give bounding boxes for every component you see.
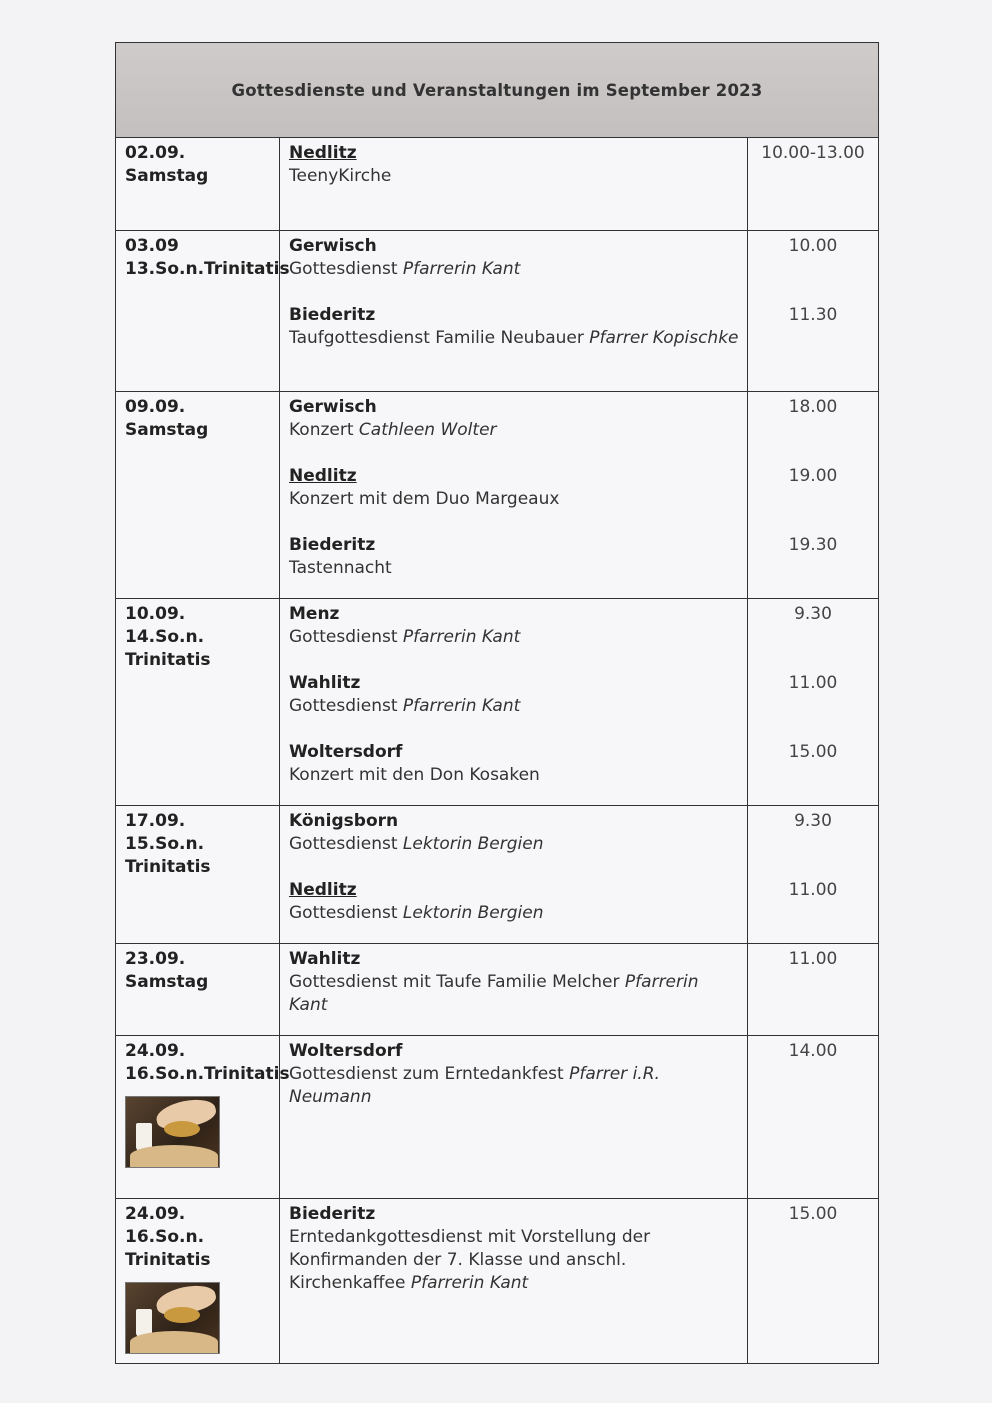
event-location: Gerwisch (289, 396, 377, 417)
schedule-table (116, 138, 878, 1363)
event-date: 23.09. (125, 948, 186, 969)
event-time: 19.00 (788, 465, 838, 486)
event-description-text: TeenyKirche (289, 166, 392, 186)
schedule-row (116, 138, 878, 230)
event-officiant: Pfarrerin Kant (402, 258, 521, 279)
times-cell (748, 805, 879, 943)
harvest-photo (125, 1282, 220, 1354)
event-time: 11.00 (788, 879, 838, 900)
event-location: Menz (289, 603, 340, 624)
event-location: Wahlitz (289, 948, 361, 969)
date-cell (116, 230, 290, 391)
event-description-text: Gottesdienst (289, 833, 403, 854)
event-officiant: Cathleen Wolter (358, 419, 497, 440)
event-spacer (289, 511, 739, 534)
event-description (289, 833, 739, 856)
photo-bread (130, 1145, 218, 1167)
event-location: Nedlitz (289, 879, 357, 900)
event-description-text: Gottesdienst mit Taufe Familie Melcher (289, 971, 625, 992)
event-time: 18.00 (788, 396, 838, 417)
date-cell (116, 391, 280, 598)
date-cell (116, 805, 280, 943)
times-cell (748, 598, 879, 805)
event-location: Biederitz (289, 1203, 376, 1224)
event-time: 19.30 (788, 534, 838, 555)
event-description-text: Erntedankgottesdienst mit Vorstellung der Konfirmanden der 7. Klasse und anschl. Kirchenkaffee (289, 1226, 651, 1293)
event-description (289, 902, 739, 925)
event-description (289, 1226, 739, 1295)
event-time: 9.30 (794, 603, 832, 624)
schedule-row (116, 943, 878, 1035)
liturgical-day: 14.So.n. Trinitatis (125, 626, 211, 670)
event-description (289, 258, 739, 281)
event-description (289, 557, 739, 580)
event-description (289, 1063, 739, 1109)
date-cell (116, 1035, 290, 1198)
event-officiant: Pfarrerin Kant (410, 1272, 529, 1293)
event-date: 24.09. (125, 1040, 186, 1061)
event-officiant: Pfarrer i.R. Neumann (289, 1063, 660, 1107)
schedule-row (116, 391, 878, 598)
event-date: 17.09. (125, 810, 186, 831)
event-officiant: Pfarrer Kopischke (589, 327, 739, 348)
event-description-text: Gottesdienst (289, 626, 403, 647)
photo-grain (164, 1307, 200, 1323)
event-description (289, 764, 739, 787)
event-location: Biederitz (289, 304, 376, 325)
event-location: Wahlitz (289, 672, 361, 693)
photo-grain (164, 1121, 200, 1137)
event-spacer (289, 442, 739, 465)
times-cell (748, 391, 879, 598)
event-description (289, 419, 739, 442)
harvest-photo (125, 1096, 220, 1168)
event-location: Nedlitz (289, 143, 357, 163)
event-time: 14.00 (788, 1040, 838, 1061)
event-description (289, 165, 739, 188)
events-cell (280, 230, 748, 391)
event-officiant: Lektorin Bergien (402, 902, 544, 923)
event-date: 02.09. (125, 143, 186, 163)
event-description (289, 488, 739, 511)
schedule-row (116, 1198, 878, 1363)
liturgical-day: 16.So.n. Trinitatis (125, 1226, 211, 1270)
schedule-row (116, 230, 878, 391)
event-time: 9.30 (794, 810, 832, 831)
times-cell (748, 230, 879, 391)
events-cell (280, 1198, 748, 1363)
event-time: 15.00 (788, 741, 838, 762)
schedule-row (116, 598, 878, 805)
times-cell (748, 943, 879, 1035)
event-description (289, 327, 739, 350)
times-cell (748, 1198, 879, 1363)
schedule-row (116, 805, 878, 943)
event-location: Gerwisch (289, 235, 377, 256)
event-time: 11.00 (788, 672, 838, 693)
events-cell (280, 391, 748, 598)
liturgical-day: 15.So.n. Trinitatis (125, 833, 211, 877)
event-officiant: Lektorin Bergien (402, 833, 544, 854)
event-time: 10.00 (788, 235, 838, 256)
event-time: 11.00 (788, 948, 838, 969)
schedule-title: Gottesdienste und Veranstaltungen im September 2023 (116, 43, 878, 138)
event-date: 09.09. (125, 396, 186, 417)
liturgical-day: Samstag (125, 971, 209, 992)
event-time: 11.30 (788, 304, 838, 325)
date-cell (116, 598, 280, 805)
liturgical-day: Samstag (125, 419, 209, 440)
event-description-text: Gottesdienst (289, 695, 403, 716)
event-officiant: Pfarrerin Kant (289, 971, 699, 1015)
event-description-text: Gottesdienst (289, 258, 403, 279)
schedule-row (116, 1035, 878, 1198)
event-description (289, 695, 739, 718)
date-cell (116, 138, 280, 230)
event-spacer (289, 649, 739, 672)
events-cell (280, 598, 748, 805)
events-cell (280, 805, 748, 943)
event-time: 10.00-13.00 (761, 143, 865, 163)
event-time: 15.00 (788, 1203, 838, 1224)
schedule-sheet (115, 42, 879, 1364)
events-cell (280, 138, 748, 230)
liturgical-day: 16.So.n.Trinitatis (125, 1063, 290, 1084)
event-officiant: Pfarrerin Kant (402, 626, 521, 647)
event-description-text: Gottesdienst zum Erntedankfest (289, 1063, 570, 1084)
date-cell (116, 1198, 280, 1363)
event-spacer (289, 281, 739, 304)
times-cell (748, 1035, 879, 1198)
liturgical-day: 13.So.n.Trinitatis (125, 258, 290, 279)
event-spacer (289, 856, 739, 879)
event-date: 10.09. (125, 603, 186, 624)
liturgical-day: Samstag (125, 166, 209, 186)
times-cell (748, 138, 879, 230)
event-date: 24.09. (125, 1203, 186, 1224)
events-cell (280, 1035, 748, 1198)
event-description-text: Taufgottesdienst Familie Neubauer (289, 327, 590, 348)
event-description-text: Konzert mit den Don Kosaken (289, 764, 540, 785)
date-cell (116, 943, 280, 1035)
event-location: Woltersdorf (289, 741, 403, 762)
events-cell (280, 943, 748, 1035)
event-description-text: Konzert (289, 419, 359, 440)
event-officiant: Pfarrerin Kant (402, 695, 521, 716)
event-description (289, 971, 739, 1017)
event-location: Nedlitz (289, 465, 357, 486)
event-description-text: Gottesdienst (289, 902, 403, 923)
event-location: Woltersdorf (289, 1040, 403, 1061)
event-spacer (289, 718, 739, 741)
event-date: 03.09 (125, 235, 179, 256)
event-location: Königsborn (289, 810, 399, 831)
photo-bread (130, 1331, 218, 1353)
event-location: Biederitz (289, 534, 376, 555)
event-description (289, 626, 739, 649)
event-description-text: Konzert mit dem Duo Margeaux (289, 488, 560, 509)
event-description-text: Tastennacht (289, 557, 392, 578)
